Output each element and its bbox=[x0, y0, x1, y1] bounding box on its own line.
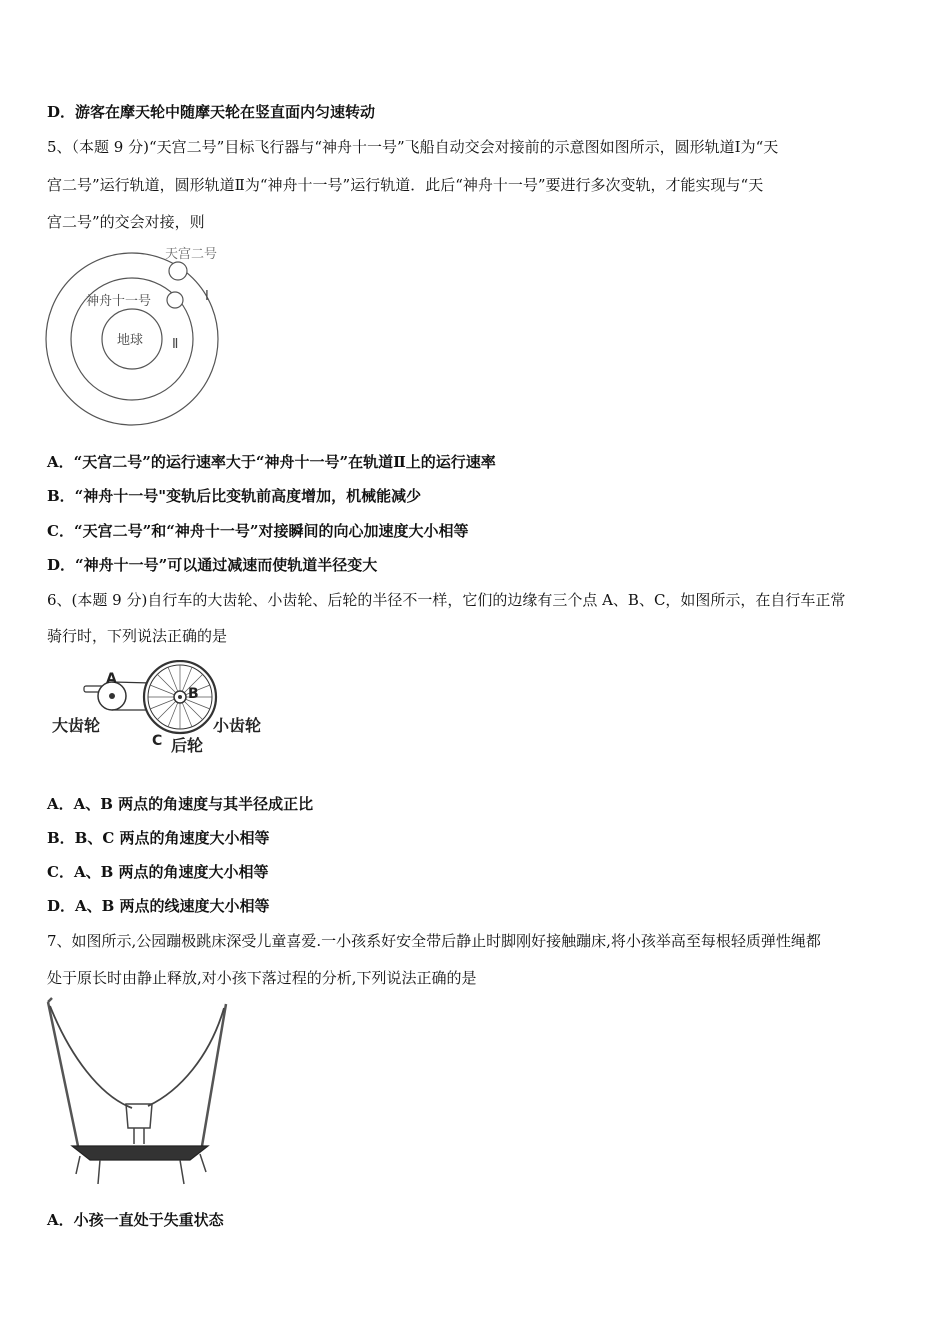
left-pole bbox=[48, 1002, 78, 1146]
big-gear-label: 大齿轮 bbox=[52, 716, 101, 735]
point-b-label: B bbox=[188, 686, 199, 702]
q6-option-a: A．A、B 两点的角速度与其半径成正比 bbox=[47, 795, 314, 813]
right-elastic-cord bbox=[148, 1008, 224, 1106]
q6-stem-line-1: 6、(本题 9 分)自行车的大齿轮、小齿轮、后轮的半径不一样，它们的边缘有三个点 A、B、C，如图所示，在自行车正常 bbox=[47, 591, 846, 609]
q4-option-d: D．游客在摩天轮中随摩天轮在竖直面内匀速转动 bbox=[47, 103, 376, 121]
left-elastic-cord bbox=[50, 1006, 132, 1108]
earth-label: 地球 bbox=[117, 333, 144, 348]
q6-option-d: D．A、B 两点的线速度大小相等 bbox=[47, 897, 270, 915]
q6-option-c: C．A、B 两点的角速度大小相等 bbox=[47, 863, 269, 881]
q6-stem-line-2: 骑行时，下列说法正确的是 bbox=[47, 627, 228, 645]
point-c-label: C bbox=[152, 733, 163, 749]
orbit-2-label: Ⅱ bbox=[172, 337, 179, 352]
orbit-diagram bbox=[45, 240, 245, 432]
q5-stem-line-3: 宫二号”的交会对接，则 bbox=[47, 213, 205, 231]
q7-stem-line-1: 7、如图所示,公园蹦极跳床深受儿童喜爱.一小孩系好安全带后静止时脚刚好接触蹦床,将小孩举高至每根轻质弹性绳都 bbox=[47, 932, 821, 950]
rear-wheel-label: 后轮 bbox=[171, 736, 204, 755]
q5-option-c: C．“天宫二号”和“神舟十一号”对接瞬间的向心加速度大小相等 bbox=[47, 522, 469, 540]
q5-option-d: D．“神舟十一号”可以通过减速而使轨道半径变大 bbox=[47, 556, 378, 574]
orbit-1-label: Ⅰ bbox=[205, 289, 209, 304]
bicycle-diagram bbox=[50, 660, 280, 760]
left-pole-top bbox=[48, 998, 52, 1002]
small-gear-label: 小齿轮 bbox=[213, 716, 262, 735]
trampoline-diagram bbox=[40, 996, 240, 1196]
trampoline-bed bbox=[72, 1146, 208, 1160]
shenzhou-label: 神舟十一号 bbox=[86, 294, 152, 309]
small-gear-axle bbox=[178, 695, 182, 699]
tiangong-label: 天宫二号 bbox=[165, 247, 218, 262]
big-gear-axle bbox=[109, 693, 115, 699]
q5-stem-line-1: 5、（本题 9 分)“天宫二号”目标飞行器与“神舟十一号”飞船自动交会对接前的示意图如图所示，圆形轨道Ⅰ为“天 bbox=[47, 138, 779, 156]
tiangong-craft bbox=[169, 262, 187, 280]
q6-option-b: B．B、C 两点的角速度大小相等 bbox=[47, 829, 270, 847]
q5-option-b: B．“神舟十一号"变轨后比变轨前高度增加，机械能减少 bbox=[47, 487, 422, 505]
q7-stem-line-2: 处于原长时由静止释放,对小孩下落过程的分析,下列说法正确的是 bbox=[47, 969, 477, 987]
right-pole bbox=[202, 1004, 226, 1146]
shenzhou-craft bbox=[167, 292, 183, 308]
q5-stem-line-2: 宫二号”运行轨道，圆形轨道Ⅱ为“神舟十一号”运行轨道．此后“神舟十一号”要进行多次变轨，才能实现与“天 bbox=[47, 176, 764, 194]
point-a-label: A bbox=[106, 671, 117, 687]
q7-option-a: A．小孩一直处于失重状态 bbox=[47, 1211, 224, 1229]
q5-option-a: A．“天宫二号”的运行速率大于“神舟十一号”在轨道Ⅱ上的运行速率 bbox=[47, 453, 496, 471]
